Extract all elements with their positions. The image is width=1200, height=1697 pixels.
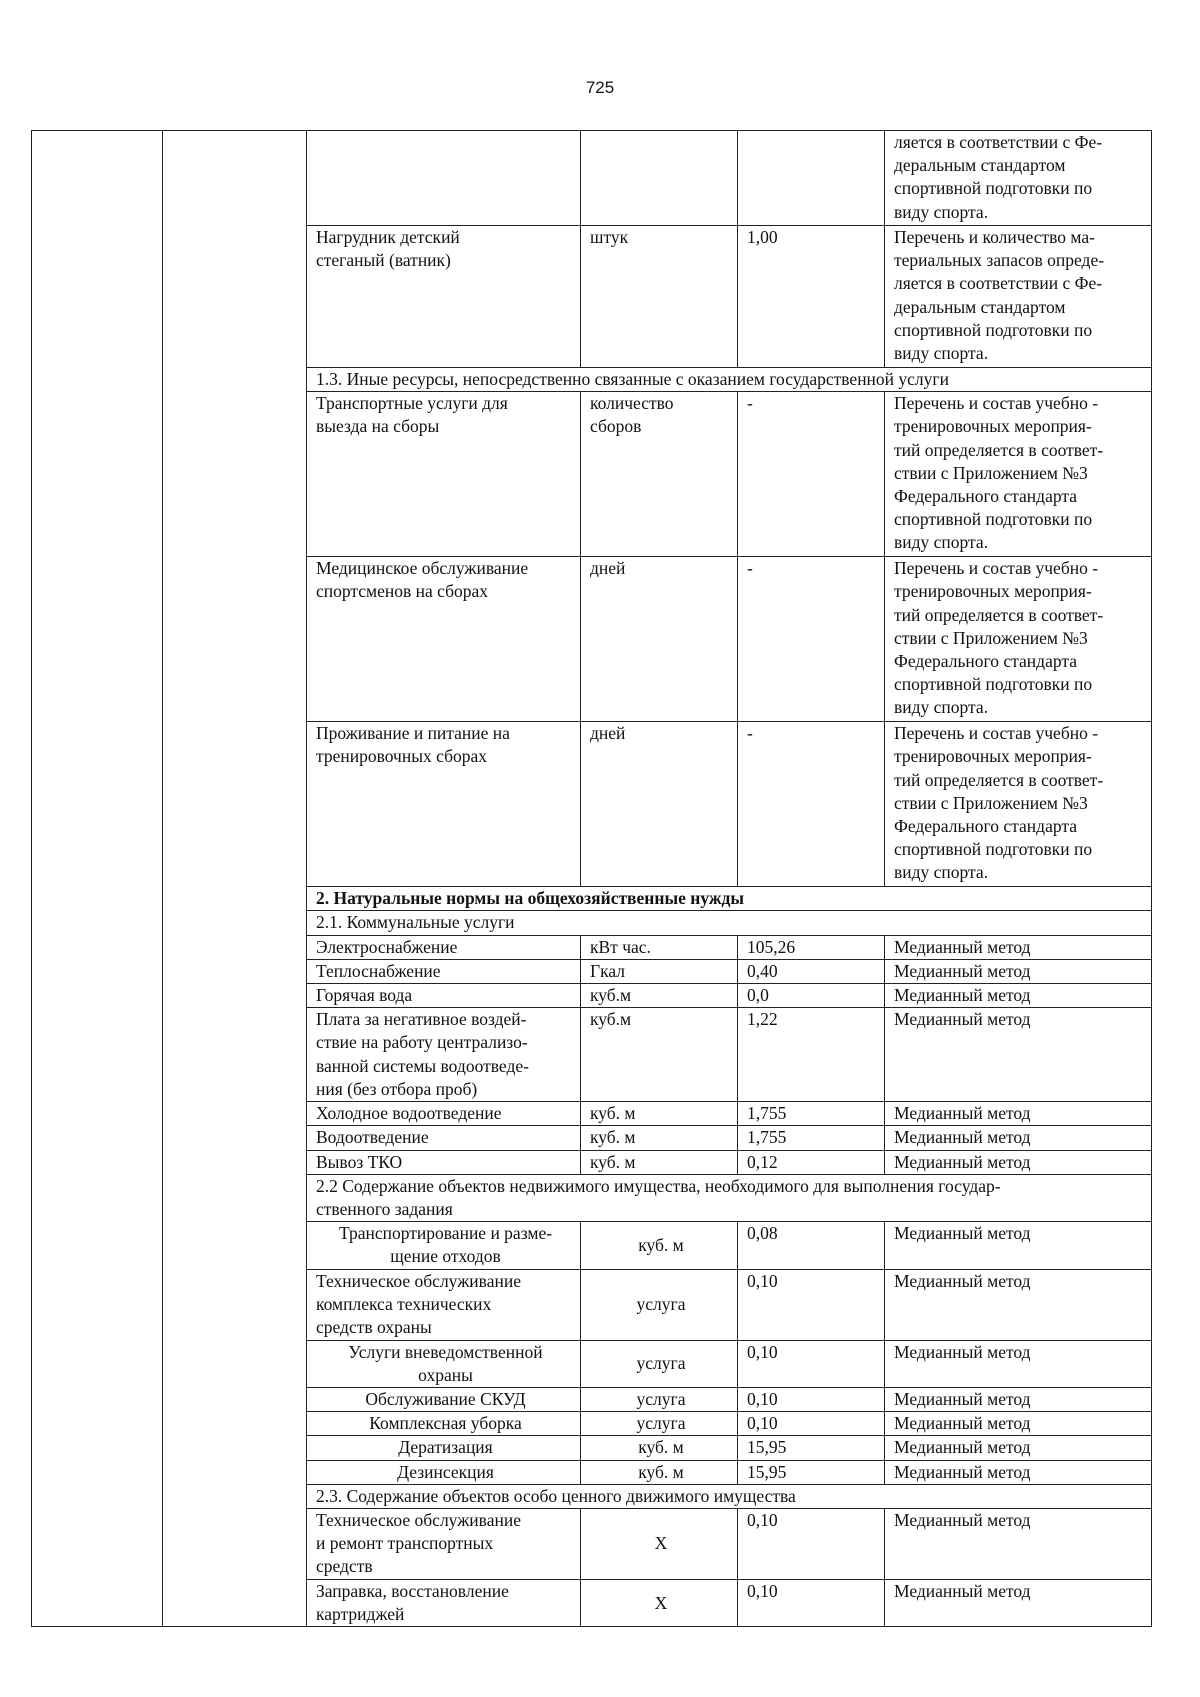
- outer-column-1: [32, 131, 163, 1627]
- norm-value: 1,755: [738, 1126, 885, 1150]
- method-note: Медианный метод: [885, 935, 1152, 959]
- section-title: 1.3. Иные ресурсы, непосредственно связанные с оказанием государственной услуги: [307, 368, 1152, 392]
- resource-name: Проживание и питание на тренировочных сборах: [307, 722, 581, 887]
- norm-value: 1,00: [738, 226, 885, 368]
- section-title: 2.3. Содержание объектов особо ценного движимого имущества: [307, 1484, 1152, 1508]
- resource-name: Обслуживание СКУД: [307, 1388, 581, 1412]
- unit: кВт час.: [581, 935, 738, 959]
- unit: куб. м: [581, 1126, 738, 1150]
- resource-name: Горячая вода: [307, 984, 581, 1008]
- norm-value: -: [738, 557, 885, 722]
- norm-value: 0,0: [738, 984, 885, 1008]
- method-note: Медианный метод: [885, 1340, 1152, 1387]
- resource-name: [307, 131, 581, 226]
- unit: куб.м: [581, 1008, 738, 1102]
- unit: куб. м: [581, 1102, 738, 1126]
- norm-value: -: [738, 392, 885, 557]
- norm-value: 105,26: [738, 935, 885, 959]
- method-note: Медианный метод: [885, 959, 1152, 983]
- resource-name: Транспортные услуги для выезда на сборы: [307, 392, 581, 557]
- norm-value: 0,10: [738, 1340, 885, 1387]
- method-note: Медианный метод: [885, 1150, 1152, 1174]
- unit: куб. м: [581, 1460, 738, 1484]
- page-number: 725: [585, 78, 615, 97]
- section-title: 2.1. Коммунальные услуги: [307, 911, 1152, 935]
- method-note: Перечень и состав учебно - тренировочных мероприя- тий определяется в соответ- ствии с Приложением №3 Федерального стандарта спортивной подготовки по виду спорта.: [885, 722, 1152, 887]
- unit: услуга: [581, 1388, 738, 1412]
- resource-name: Транспортирование и разме- щение отходов: [307, 1222, 581, 1269]
- resource-name: Комплексная уборка: [307, 1412, 581, 1436]
- norm-value: 0,10: [738, 1269, 885, 1340]
- method-note: Медианный метод: [885, 1460, 1152, 1484]
- unit: количество сборов: [581, 392, 738, 557]
- method-note: Медианный метод: [885, 1269, 1152, 1340]
- method-note: Медианный метод: [885, 1126, 1152, 1150]
- norm-value: 15,95: [738, 1436, 885, 1460]
- norm-value: -: [738, 722, 885, 887]
- resource-name: Техническое обслуживание и ремонт транспортных средств: [307, 1509, 581, 1580]
- norm-value: 0,10: [738, 1412, 885, 1436]
- resource-name: Услуги вневедомственной охраны: [307, 1340, 581, 1387]
- norm-value: 0,10: [738, 1580, 885, 1627]
- unit: куб.м: [581, 984, 738, 1008]
- resource-name: Теплоснабжение: [307, 959, 581, 983]
- table-row: [32, 131, 1152, 226]
- method-note: Медианный метод: [885, 1412, 1152, 1436]
- norm-value: 0,08: [738, 1222, 885, 1269]
- resource-name: Электроснабжение: [307, 935, 581, 959]
- method-note: Перечень и состав учебно - тренировочных мероприя- тий определяется в соответ- ствии с Приложением №3 Федерального стандарта спортивной подготовки по виду спорта.: [885, 557, 1152, 722]
- resource-name: Плата за негативное воздей- ствие на работу централизо- ванной системы водоотведе- ния (без отбора проб): [307, 1008, 581, 1102]
- unit: дней: [581, 722, 738, 887]
- unit: услуга: [581, 1340, 738, 1387]
- norm-value: 1,755: [738, 1102, 885, 1126]
- method-note: Медианный метод: [885, 1008, 1152, 1102]
- unit: штук: [581, 226, 738, 368]
- section-title: 2.2 Содержание объектов недвижимого имущества, необходимого для выполнения государ- ственного задания: [307, 1174, 1152, 1221]
- method-note: Медианный метод: [885, 1580, 1152, 1627]
- method-note: Медианный метод: [885, 1388, 1152, 1412]
- method-note: ляется в соответствии с Фе- деральным стандартом спортивной подготовки по виду спорта.: [885, 131, 1152, 226]
- resource-name: Холодное водоотведение: [307, 1102, 581, 1126]
- method-note: Медианный метод: [885, 1222, 1152, 1269]
- unit: куб. м: [581, 1150, 738, 1174]
- unit: услуга: [581, 1269, 738, 1340]
- norm-value: 0,10: [738, 1388, 885, 1412]
- norm-value: 0,40: [738, 959, 885, 983]
- resource-name: Водоотведение: [307, 1126, 581, 1150]
- norm-value: 15,95: [738, 1460, 885, 1484]
- method-note: Медианный метод: [885, 1436, 1152, 1460]
- resource-name: Техническое обслуживание комплекса технических средств охраны: [307, 1269, 581, 1340]
- norms-table: [31, 130, 1152, 1627]
- section-title: 2. Натуральные нормы на общехозяйственные нужды: [307, 887, 1152, 911]
- unit: Гкал: [581, 959, 738, 983]
- resource-name: Нагрудник детский стеганый (ватник): [307, 226, 581, 368]
- norm-value: [738, 131, 885, 226]
- unit: куб. м: [581, 1436, 738, 1460]
- unit: дней: [581, 557, 738, 722]
- method-note: Перечень и состав учебно - тренировочных мероприя- тий определяется в соответ- ствии с Приложением №3 Федерального стандарта спортивной подготовки по виду спорта.: [885, 392, 1152, 557]
- resource-name: Дератизация: [307, 1436, 581, 1460]
- method-note: Перечень и количество ма- териальных запасов опреде- ляется в соответствии с Фе- деральным стандартом спортивной подготовки по виду спорта.: [885, 226, 1152, 368]
- unit: куб. м: [581, 1222, 738, 1269]
- resource-name: Вывоз ТКО: [307, 1150, 581, 1174]
- unit: X: [581, 1580, 738, 1627]
- unit: услуга: [581, 1412, 738, 1436]
- resource-name: Заправка, восстановление картриджей: [307, 1580, 581, 1627]
- method-note: Медианный метод: [885, 1509, 1152, 1580]
- norm-value: 1,22: [738, 1008, 885, 1102]
- method-note: Медианный метод: [885, 1102, 1152, 1126]
- unit: [581, 131, 738, 226]
- resource-name: Дезинсекция: [307, 1460, 581, 1484]
- outer-column-2: [163, 131, 307, 1627]
- unit: X: [581, 1509, 738, 1580]
- method-note: Медианный метод: [885, 984, 1152, 1008]
- norm-value: 0,12: [738, 1150, 885, 1174]
- norm-value: 0,10: [738, 1509, 885, 1580]
- resource-name: Медицинское обслуживание спортсменов на сборах: [307, 557, 581, 722]
